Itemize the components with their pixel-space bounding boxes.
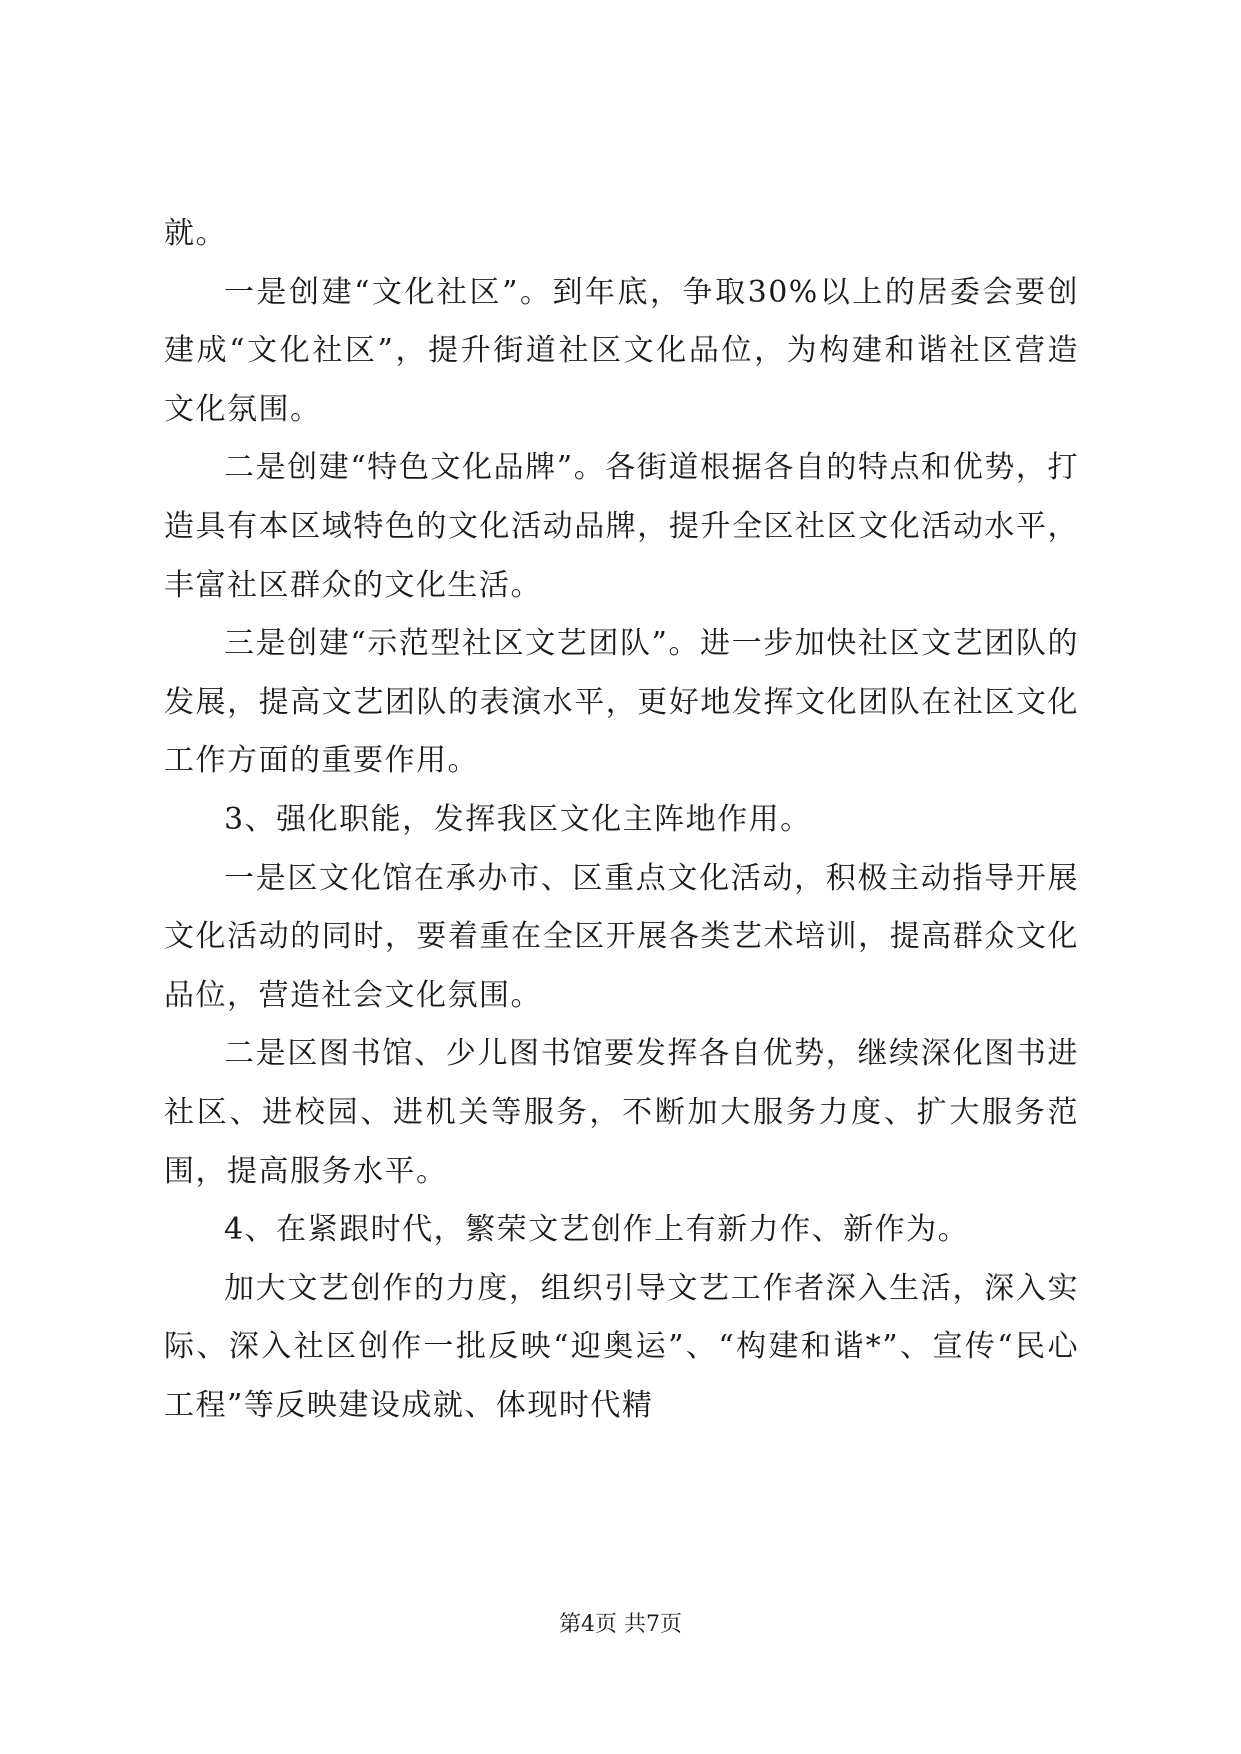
paragraph-arts-creation: 加大文艺创作的力度，组织引导文艺工作者深入生活，深入实际、深入社区创作一批反映“迎奥运”、“构建和谐*”、宣传“民心工程”等反映建设成就、体现时代精	[164, 1270, 1079, 1423]
paragraph-arts-team: 三是创建“示范型社区文艺团队”。进一步加快社区文艺团队的发展，提高文艺团队的表演水平，更好地发挥文化团队在社区文化工作方面的重要作用。	[164, 626, 1079, 779]
paragraph-culture-brand: 二是创建“特色文化品牌”。各街道根据各自的特点和优势，打造具有本区域特色的文化活动品牌，提升全区社区文化活动水平，丰富社区群众的文化生活。	[164, 450, 1079, 603]
section-heading-3: 3、强化职能，发挥我区文化主阵地作用。	[224, 801, 812, 837]
section-heading-4: 4、在紧跟时代，繁荣文艺创作上有新力作、新作为。	[224, 1212, 970, 1248]
paragraph-culture-center: 一是区文化馆在承办市、区重点文化活动，积极主动指导开展文化活动的同时，要着重在全区开展各类艺术培训，提高群众文化品位，营造社会文化氛围。	[164, 860, 1079, 1013]
paragraph-library: 二是区图书馆、少儿图书馆要发挥各自优势，继续深化图书进社区、进校园、进机关等服务，不断加大服务力度、扩大服务范围，提高服务水平。	[164, 1036, 1079, 1189]
page-number-footer: 第4页 共7页	[559, 1612, 682, 1637]
paragraph-culture-community: 一是创建“文化社区”。到年底，争取30%以上的居委会要创建成“文化社区”，提升街道社区文化品位，为构建和谐社区营造文化氛围。	[164, 274, 1079, 427]
paragraph-continuation: 就。	[164, 216, 227, 251]
document-body	[164, 205, 1079, 1435]
